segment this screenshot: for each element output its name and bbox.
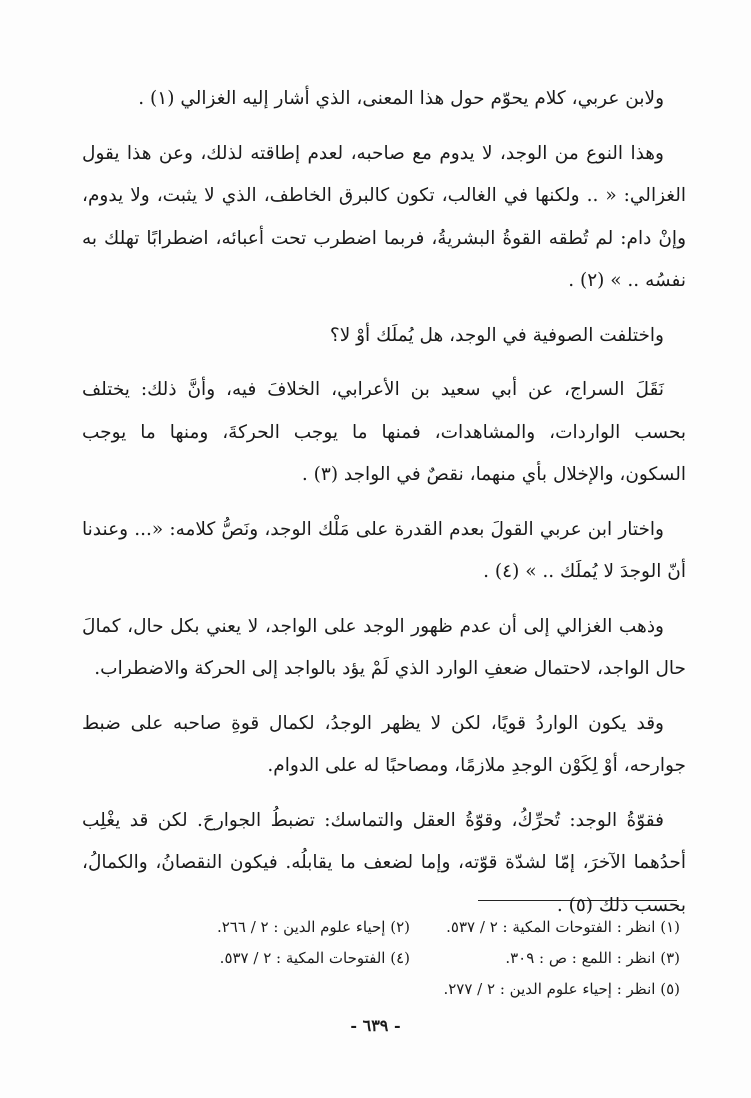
paragraph: فقوّةُ الوجد: تُحرِّكُ، وقوّةُ العقل والتماسك: تضبطُ الجوارحَ. لكن قد يغْلِب أحدُهما الآخرَ، إمّا لشدّة قوّته، وإما لضعف ما يقابلُه. فيكون النقصانُ، والكمالُ، بحسب ذلك (٥) . <box>82 809 686 916</box>
footnote-1: (١) انظر : الفتوحات المكية : ٢ / ٥٣٧. <box>446 918 680 936</box>
footnote-row <box>150 912 680 943</box>
paragraph: وهذا النوع من الوجد، لا يدوم مع صاحبه، لعدم إطاقته لذلك، وعن هذا يقول الغزالي: « .. ولكنها في الغالب، تكون كالبرق الخاطف، الذي لا يثبت، ولا يدوم، وإنْ دام: لم تُطقه القوةُ البشريةُ، فربما اضطرب تحت أعبائه، اضطرابًا تهلك به نفسُه .. » (٢) . <box>82 142 686 291</box>
paragraph: وذهب الغزالي إلى أن عدم ظهور الوجد على الواجد، لا يعني بكل حال، كمالَ حال الواجد، لاحتمال ضعفِ الوارد الذي لَمْ يؤد بالواجد إلى الحركة والاضطراب. <box>82 615 686 679</box>
footnotes <box>150 912 680 1005</box>
paragraph: واختار ابن عربي القولَ بعدم القدرة على مَلْك الوجد، ونَصُّ كلامه: «... وعندنا أنّ الوجدَ لا يُملَك .. » (٤) . <box>82 518 686 582</box>
footnote-4: (٤) الفتوحات المكية : ٢ / ٥٣٧. <box>219 949 410 967</box>
paragraph: وقد يكون الواردُ قويًا، لكن لا يظهر الوجدُ، لكمال قوةِ صاحبه على ضبط جوارحه، أوْ لِكَوْن الوجدِ ملازمًا، ومصاحبًا له على الدوام. <box>82 712 686 776</box>
page-number: - ٦٣٩ - <box>350 1016 401 1035</box>
footnote-2: (٢) إحياء علوم الدين : ٢ / ٢٦٦. <box>216 918 410 936</box>
paragraph: نَقَلَ السراج، عن أبي سعيد بن الأعرابي، الخلافَ فيه، وأنَّ ذلك: يختلف بحسب الواردات، والمشاهدات، فمنها ما يوجب الحركةَ، ومنها ما يوجب السكون، والإخلال بأي منهما، نقصٌ في الواجد (٣) . <box>82 379 686 485</box>
footnote-5: (٥) انظر : إحياء علوم الدين : ٢ / ٢٧٧. <box>443 980 680 998</box>
paragraph: واختلفت الصوفية في الوجد، هل يُملَك أوْ لا؟ <box>329 324 664 346</box>
footnote-row <box>150 974 680 1005</box>
footnote-row <box>150 943 680 974</box>
footnote-divider <box>478 900 677 901</box>
body-text <box>82 78 686 939</box>
footnote-3: (٣) انظر : اللمع : ص : ٣٠٩. <box>505 949 680 967</box>
paragraph: ولابن عربي، كلام يحوّم حول هذا المعنى، الذي أشار إليه الغزالي (١) . <box>138 88 664 109</box>
